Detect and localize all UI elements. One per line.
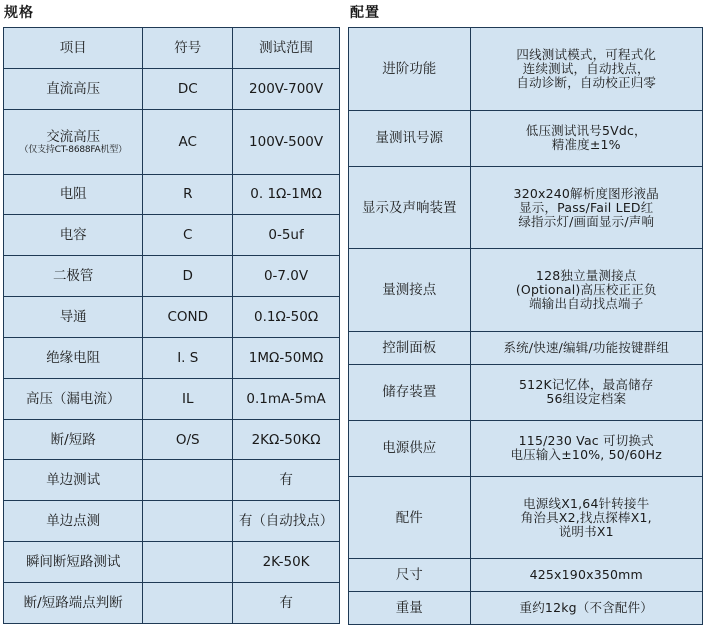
spec-symbol: IL <box>143 378 233 419</box>
spec-item-note: （仅支持CT-8688FA机型） <box>19 144 127 155</box>
spec-item: 单边测试 <box>46 472 101 489</box>
spec-symbol <box>143 583 233 624</box>
config-value-line: 自动诊断，自动校正归零 <box>516 74 657 90</box>
config-item: 重量 <box>349 592 471 625</box>
spec-row <box>4 419 340 460</box>
spec-item-cell <box>4 460 143 501</box>
spec-row <box>4 174 340 215</box>
spec-item: 电阻 <box>59 186 87 203</box>
spec-row <box>4 583 340 624</box>
spec-symbol <box>143 501 233 542</box>
config-row <box>349 559 703 592</box>
config-row <box>349 364 703 420</box>
spec-item: 断/短路 <box>50 431 96 448</box>
spec-symbol: DC <box>143 68 233 109</box>
config-value-line: 绿指示灯/画面显示/声响 <box>518 213 655 229</box>
config-value-line: 56组设定档案 <box>546 391 627 407</box>
spec-item-cell <box>4 583 143 624</box>
config-value-cell <box>470 559 702 592</box>
spec-row <box>4 109 340 174</box>
config-table <box>348 27 703 625</box>
spec-row <box>4 68 340 109</box>
config-value-line: 端输出自动找点端子 <box>529 296 644 312</box>
config-item: 储存装置 <box>349 364 471 420</box>
spec-column-header: 符号 <box>143 28 233 69</box>
spec-row <box>4 297 340 338</box>
spec-item: 单边点测 <box>46 513 101 530</box>
config-value-line: 精准度±1% <box>551 137 621 153</box>
spec-range: 有（自动找点） <box>233 501 340 542</box>
spec-row <box>4 542 340 583</box>
config-value-cell <box>470 110 702 166</box>
config-value-line: 显示，Pass/Fail LED红 <box>519 199 654 215</box>
spec-item: 绝缘电阻 <box>46 349 101 366</box>
spec-item-cell <box>4 215 143 256</box>
spec-column-header: 项目 <box>4 28 143 69</box>
config-row <box>349 28 703 111</box>
spec-symbol <box>143 460 233 501</box>
spec-range: 2KΩ-50KΩ <box>233 419 340 460</box>
spec-range: 0-7.0V <box>233 256 340 297</box>
config-value-line: 电源线X1,64针转接牛 <box>523 495 650 511</box>
config-value-cell <box>470 420 702 476</box>
spec-symbol: O/S <box>143 419 233 460</box>
config-item: 进阶功能 <box>349 28 471 111</box>
spec-item-cell <box>4 337 143 378</box>
config-value-line: 系统/快速/编辑/功能按键群组 <box>503 340 670 356</box>
spec-range: 2K-50K <box>233 542 340 583</box>
spec-item: 电容 <box>59 227 87 244</box>
spec-row <box>4 501 340 542</box>
config-row <box>349 110 703 166</box>
spec-item-cell <box>4 378 143 419</box>
config-heading: 配置 <box>350 5 380 21</box>
config-value-line: 115/230 Vac 可切换式 <box>518 433 654 449</box>
spec-item-cell <box>4 419 143 460</box>
spec-range: 1MΩ-50MΩ <box>233 337 340 378</box>
spec-row <box>4 460 340 501</box>
config-item: 电源供应 <box>349 420 471 476</box>
config-item: 量测接点 <box>349 249 471 332</box>
config-item: 控制面板 <box>349 332 471 365</box>
spec-item-cell <box>4 542 143 583</box>
config-row <box>349 166 703 249</box>
spec-item: 二极管 <box>52 268 94 285</box>
spec-item-cell <box>4 297 143 338</box>
config-value-line: (Optional)高压校正正负 <box>515 282 657 298</box>
config-value-line: 连续测试，自动找点， <box>522 60 650 76</box>
config-value-line: 512K记忆体，最高储存 <box>519 377 654 393</box>
spec-range: 0.1mA-5mA <box>233 378 340 419</box>
spec-symbol <box>143 542 233 583</box>
spec-symbol: D <box>143 256 233 297</box>
config-value-cell <box>470 332 702 365</box>
spec-header-row <box>4 28 340 69</box>
spec-item: 高压（漏电流） <box>25 390 121 407</box>
config-item: 配件 <box>349 476 471 559</box>
config-value-line: 低压测试讯号5Vdc， <box>525 123 647 139</box>
config-row <box>349 332 703 365</box>
config-value-cell <box>470 476 702 559</box>
spec-symbol: AC <box>143 109 233 174</box>
spec-item: 交流高压 <box>46 128 101 145</box>
config-value-cell <box>470 28 702 111</box>
spec-item-cell <box>4 109 143 174</box>
spec-symbol: C <box>143 215 233 256</box>
spec-item-cell <box>4 256 143 297</box>
config-value-line: 角治具X2,找点探棒X1, <box>520 509 652 525</box>
config-value-line: 说明书X1 <box>558 523 614 539</box>
spec-range: 0-5uf <box>233 215 340 256</box>
spec-symbol: R <box>143 174 233 215</box>
config-value-line: 重约12kg（不含配件） <box>519 600 653 616</box>
spec-symbol: COND <box>143 297 233 338</box>
config-row <box>349 476 703 559</box>
config-value-cell <box>470 364 702 420</box>
spec-range: 0. 1Ω-1MΩ <box>233 174 340 215</box>
spec-table <box>3 27 340 624</box>
spec-row <box>4 256 340 297</box>
spec-range: 0.1Ω-50Ω <box>233 297 340 338</box>
spec-item: 导通 <box>59 309 87 326</box>
spec-item: 瞬间断短路测试 <box>25 554 121 571</box>
spec-column-header: 测试范围 <box>233 28 340 69</box>
config-item: 显示及声响装置 <box>349 166 471 249</box>
config-row <box>349 592 703 625</box>
spec-item-cell <box>4 68 143 109</box>
config-value-line: 425x190x350mm <box>529 567 643 583</box>
spec-range: 200V-700V <box>233 68 340 109</box>
config-value-line: 320x240解析度图形液晶 <box>513 185 659 201</box>
config-item: 量测讯号源 <box>349 110 471 166</box>
config-row <box>349 249 703 332</box>
spec-range: 有 <box>233 583 340 624</box>
config-value-cell <box>470 592 702 625</box>
spec-row <box>4 378 340 419</box>
config-row <box>349 420 703 476</box>
spec-item: 断/短路端点判断 <box>23 595 123 611</box>
config-value-line: 四线测试模式，可程式化 <box>516 46 657 62</box>
spec-item: 直流高压 <box>46 80 101 97</box>
config-value-line: 128独立量测接点 <box>535 268 637 284</box>
spec-row <box>4 337 340 378</box>
config-value-cell <box>470 166 702 249</box>
spec-symbol: I. S <box>143 337 233 378</box>
spec-row <box>4 215 340 256</box>
config-item: 尺寸 <box>349 559 471 592</box>
config-value-line: 电压输入±10%, 50/60Hz <box>510 447 663 463</box>
spec-range: 100V-500V <box>233 109 340 174</box>
spec-item-cell <box>4 174 143 215</box>
config-value-cell <box>470 249 702 332</box>
spec-item-cell <box>4 501 143 542</box>
spec-range: 有 <box>233 460 340 501</box>
spec-heading: 规格 <box>4 5 34 21</box>
